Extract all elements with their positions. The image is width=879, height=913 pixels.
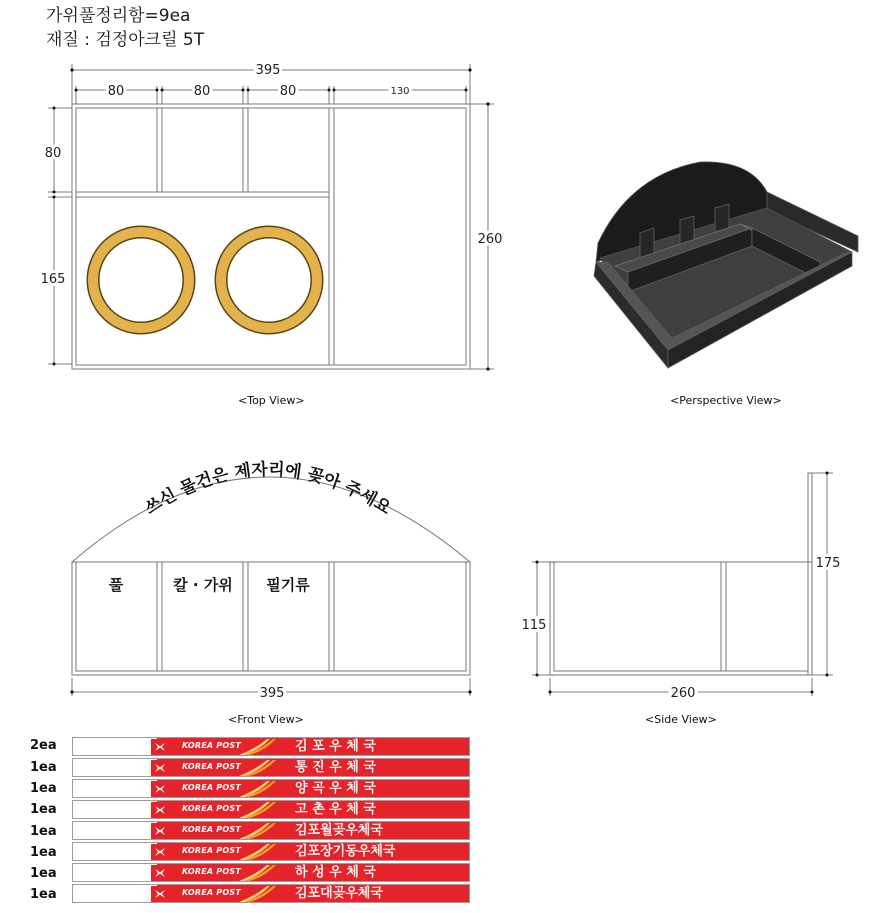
- korea-post-logo-text: KOREA POST: [182, 741, 241, 750]
- front-view-caption: <Front View>: [228, 713, 304, 726]
- banner-5: [72, 821, 470, 840]
- side-dim-back-height: 175: [815, 556, 841, 571]
- korea-post-logo-text: KOREA POST: [182, 783, 241, 792]
- banner-qty-3: 1ea: [30, 781, 57, 796]
- banner-qty-2: 1ea: [30, 760, 57, 775]
- korea-post-logo-text: KOREA POST: [182, 804, 241, 813]
- banner-2: [72, 758, 470, 777]
- side-dim-depth: 260: [670, 686, 696, 701]
- side-dim-front-height: 115: [521, 618, 547, 633]
- front-label-glue: 풀: [108, 576, 124, 594]
- perspective-view-caption: <Perspective View>: [670, 394, 782, 407]
- front-view-drawing: [0, 440, 520, 710]
- korea-post-logo-text: KOREA POST: [182, 867, 241, 876]
- material-title: 재질 : 검정아크릴 5T: [46, 30, 205, 50]
- dim-comp-1: 80: [107, 84, 125, 99]
- perspective-view-render: [594, 162, 858, 368]
- front-arc-outline: [72, 477, 470, 562]
- dim-comp-4: 130: [390, 86, 410, 97]
- front-label-knife-scissors: 칼 · 가위: [173, 576, 233, 594]
- top-view-caption: <Top View>: [238, 394, 305, 407]
- front-dim-width: 395: [259, 686, 285, 701]
- banner-7: [72, 863, 470, 882]
- quantity-title: 가위풀정리함=9ea: [46, 6, 191, 26]
- banner-qty-6: 1ea: [30, 845, 57, 860]
- post-office-name: 김포장기동우체국: [295, 844, 396, 859]
- korea-post-logo-text: KOREA POST: [182, 846, 241, 855]
- dim-top-height: 80: [44, 146, 62, 161]
- dim-total-height: 260: [477, 232, 503, 247]
- post-office-name: 김포대곶우체국: [295, 886, 383, 901]
- banner-1: [72, 737, 470, 756]
- banner-qty-7: 1ea: [30, 866, 57, 881]
- post-office-name: 김 포 우 체 국: [295, 739, 376, 754]
- dim-total-width-label: 395: [255, 63, 281, 78]
- banner-qty-1: 2ea: [30, 738, 57, 753]
- korea-post-logo-text: KOREA POST: [182, 888, 241, 897]
- post-office-name: 김포월곶우체국: [295, 823, 383, 838]
- korea-post-logo-text: KOREA POST: [182, 825, 241, 834]
- banner-qty-5: 1ea: [30, 824, 57, 839]
- dim-comp-3: 80: [279, 84, 297, 99]
- post-office-name: 통 진 우 체 국: [295, 760, 376, 775]
- dim-bottom-height: 165: [40, 272, 66, 287]
- banner-qty-8: 1ea: [30, 887, 57, 902]
- top-view-drawing: [0, 0, 879, 420]
- banner-qty-4: 1ea: [30, 802, 57, 817]
- post-office-name: 하 성 우 체 국: [295, 865, 376, 880]
- banner-3: [72, 779, 470, 798]
- post-office-name: 고 촌 우 체 국: [295, 802, 376, 817]
- side-view-drawing: [500, 460, 870, 710]
- front-arc-text: 쓰신 물건은 제자리에 꽂아 주세요: [141, 459, 395, 519]
- post-office-name: 양 곡 우 체 국: [295, 781, 376, 796]
- banner-6: [72, 842, 470, 861]
- korea-post-logo-text: KOREA POST: [182, 762, 241, 771]
- banner-4: [72, 800, 470, 819]
- dim-comp-2: 80: [193, 84, 211, 99]
- side-view-caption: <Side View>: [645, 713, 717, 726]
- banner-8: [72, 884, 470, 903]
- front-label-writing-tools: 필기류: [266, 576, 310, 594]
